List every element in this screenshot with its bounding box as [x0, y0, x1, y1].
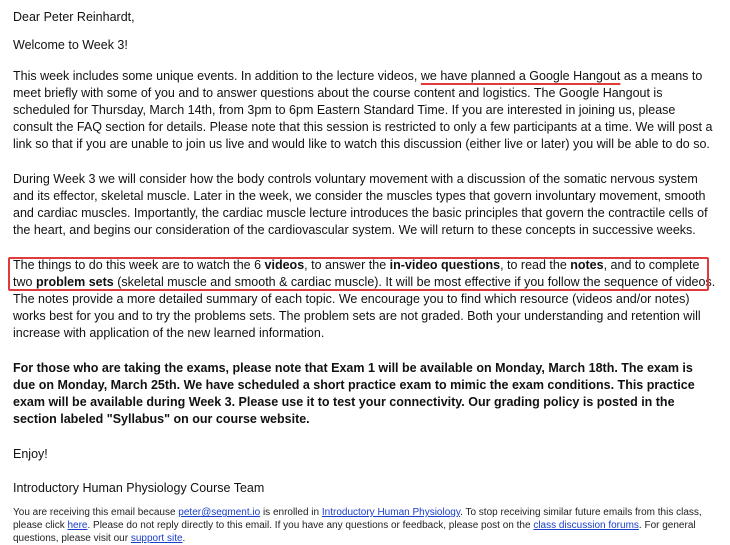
todo-paragraph [13, 257, 717, 342]
footer-text-2: is enrolled in [260, 507, 322, 518]
todo-in-video-questions: in-video questions [389, 258, 501, 272]
intro-text-before: This week includes some unique events. In addition to the lecture videos, [13, 69, 421, 83]
footer-text-1: You are receiving this email because [13, 507, 179, 518]
week-overview-paragraph: During Week 3 we will consider how the body controls voluntary movement with a discussion of the somatic nervous system and its effector, skeletal muscle. Later in the week, we consider the muscles types that govern involuntary movement, smooth and cardiac muscles. Importantly, the cardiac muscle lecture introduces the basic principles that govern the contractile cells of the heart, and begins our consideration of the cardiovascular system. We will return to these concepts in successive weeks. [13, 172, 708, 237]
greeting: Dear Peter Reinhardt, [13, 10, 135, 24]
todo-text-1: The things to do this week are to watch the 6 [13, 258, 265, 272]
footer-text-6: . [182, 533, 186, 544]
todo-text-5: (skeletal muscle and smooth & cardiac muscle). It will be most effective if you follow the sequence of videos. The notes provide a more detailed summary of each topic. We encourage you to find which resource (videos and/or notes) works best for you and to try the problems sets. The problem sets are not graded. Both your understanding and retention will increase with application of the new learned information. [13, 275, 716, 340]
hangout-underlined-text: we have planned a Google Hangout [420, 69, 621, 83]
enjoy-text: Enjoy! [13, 447, 48, 461]
footer-text-3: . To stop receiving similar future emails from this class, please click [13, 507, 702, 531]
todo-videos: videos [264, 258, 305, 272]
todo-text-4: , and to complete two [13, 258, 700, 289]
todo-problem-sets: problem sets [35, 275, 114, 289]
welcome-heading: Welcome to Week 3! [13, 38, 128, 52]
signoff: Introductory Human Physiology Course Team [13, 481, 265, 495]
intro-text-after: as a means to meet briefly with some of you and to answer questions about the course content and logistics. The Google Hangout is scheduled for Thursday, March 14th, from 3pm to 6pm Eastern Standard Time. If you are interested in joining us, please consult the FAQ section for details. Please note that this session is restricted to only a few participants at a time. We will post a link so that if you are unable to join us live and would like to watch this discussion (either live or later) you will be able to do so. [13, 69, 713, 151]
support-site-link[interactable]: support site [130, 533, 183, 544]
todo-text-3: , to read the [500, 258, 571, 272]
footer-text-4: . Please do not reply directly to this email. If you have any questions or feedback, please post on the [87, 520, 534, 531]
email-link[interactable]: peter@segment.io [178, 507, 261, 518]
exam-notice-paragraph: For those who are taking the exams, please note that Exam 1 will be available on Monday, March 18th. The exam is due on Monday, March 25th. We have scheduled a short practice exam to mimic the exam conditions. This practice exam will be available during Week 3. Please use it to test your connectivity. Our grading policy is posted in the section labeled "Syllabus" on our course website. [13, 361, 695, 426]
discussion-forums-link[interactable]: class discussion forums [533, 520, 639, 531]
intro-paragraph [13, 68, 717, 153]
todo-notes: notes [570, 258, 604, 272]
unsubscribe-here-link[interactable]: here [67, 520, 88, 531]
footer-text-5: . For general questions, please visit our [13, 520, 696, 544]
course-link[interactable]: Introductory Human Physiology [321, 507, 461, 518]
footer [13, 506, 723, 545]
todo-text-2: , to answer the [304, 258, 390, 272]
